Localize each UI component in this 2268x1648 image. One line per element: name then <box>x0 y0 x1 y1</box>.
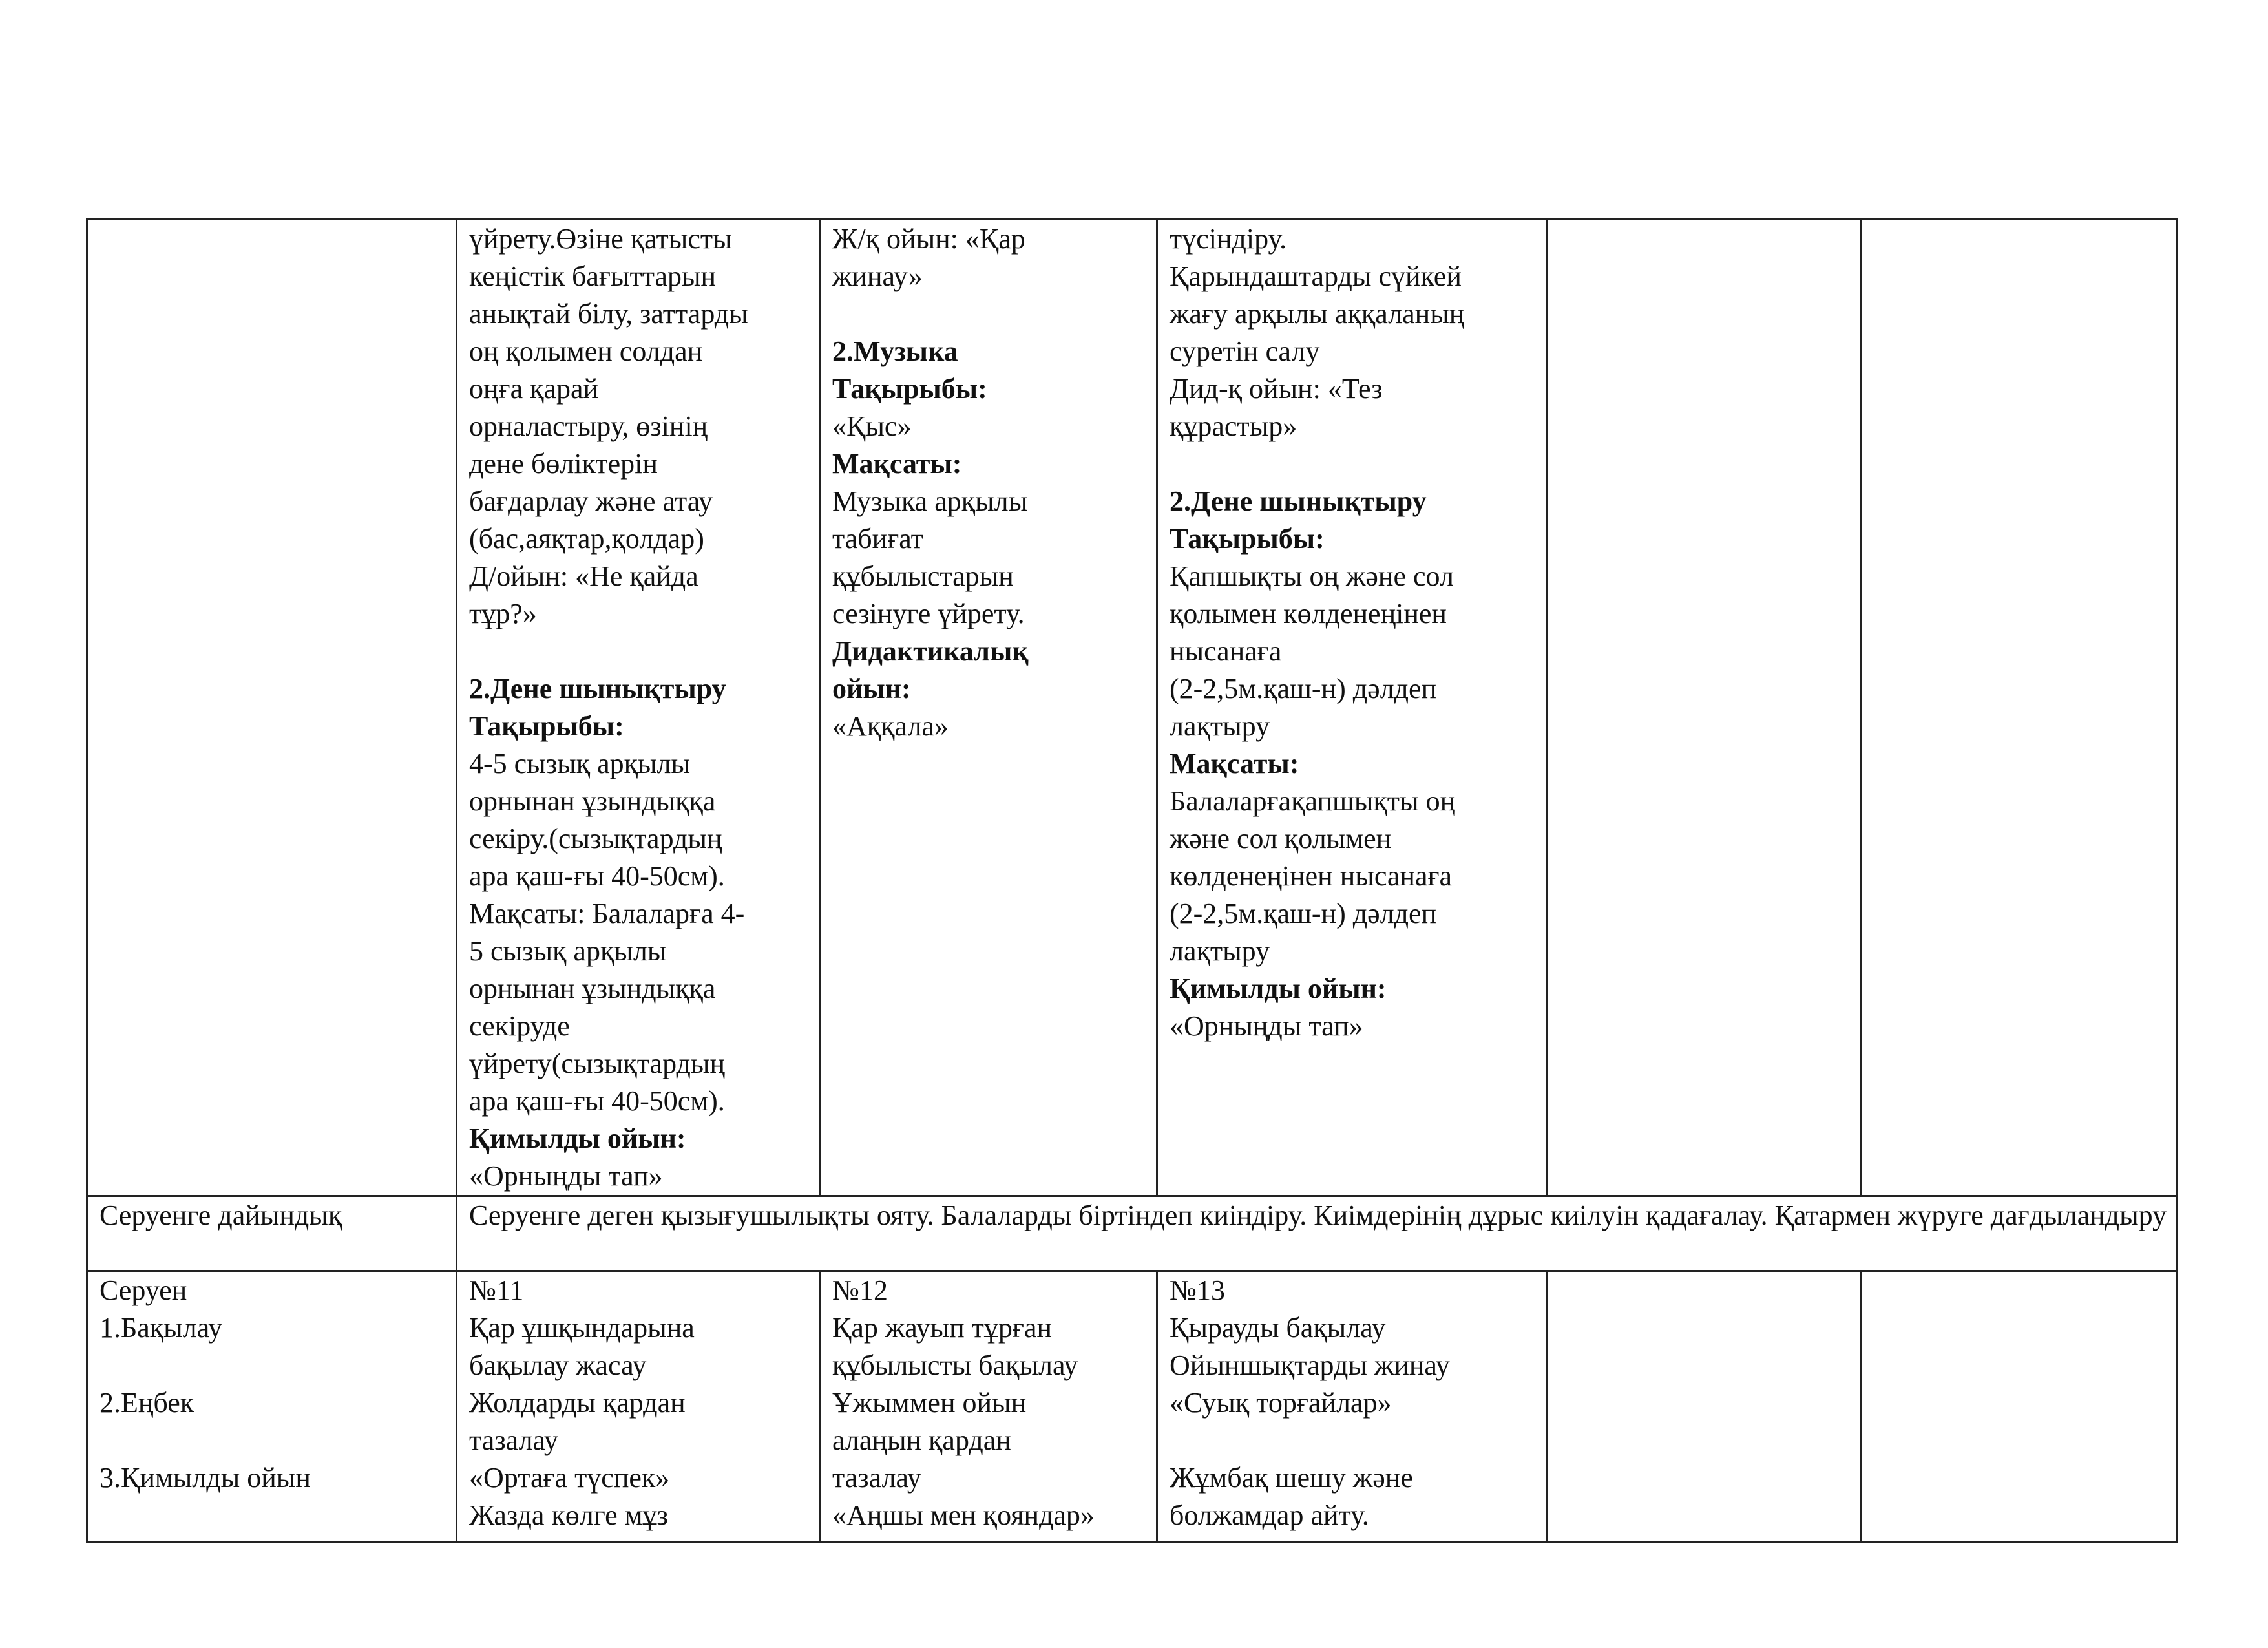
row-label-cell <box>87 220 457 1196</box>
text-line: нысанаға <box>1170 635 1282 667</box>
cell-lines <box>100 1272 449 1497</box>
text-line: «Орныңды тап» <box>469 1160 663 1192</box>
text-line: тазалау <box>832 1462 921 1494</box>
text-line: Қар жауып тұрған <box>832 1312 1053 1344</box>
text-line: ара қаш-ғы 40-50см). <box>469 860 725 892</box>
text-line: Мақсаты: <box>832 448 962 480</box>
text-line: «Аққала» <box>832 710 949 742</box>
text-line: 2.Дене шынықтыру <box>1170 485 1427 517</box>
text-line: табиғат <box>832 523 923 555</box>
text-line: Д/ойын: «Не қайда <box>469 560 698 592</box>
text-line: анықтай білу, заттарды <box>469 298 748 330</box>
text-line: алаңын қардан <box>832 1424 1011 1456</box>
text-line: үйрету(сызықтардың <box>469 1048 725 1079</box>
text-line: Музыка арқылы <box>832 485 1028 517</box>
text-line: дене бөліктерін <box>469 448 658 480</box>
activity-cell-col4 <box>1157 220 1548 1196</box>
walk-prep-label-text: Серуенге дайындық <box>100 1199 342 1231</box>
text-line: көлденеңінен нысанаға <box>1170 860 1453 892</box>
text-line: Тақырыбы: <box>1170 523 1325 555</box>
walk-cell-col3 <box>820 1271 1157 1542</box>
text-line: тазалау <box>469 1424 558 1456</box>
text-line: Жұмбақ шешу және <box>1170 1462 1413 1494</box>
text-line: Қарындаштарды сүйкей <box>1170 260 1462 292</box>
text-line: орналастыру, өзінің <box>469 410 708 442</box>
empty-cell-col5 <box>1548 220 1861 1196</box>
text-line: Балаларғақапшықты оң <box>1170 785 1456 817</box>
text-line: түсіндіру. <box>1170 223 1287 255</box>
text-line: ойын: <box>832 673 911 704</box>
text-line: Серуен <box>100 1274 187 1306</box>
text-line: оң қолымен солдан <box>469 335 703 367</box>
text-line: орнынан ұзындыққа <box>469 785 716 817</box>
text-line: Қимылды ойын: <box>469 1123 686 1154</box>
walk-cell-col4 <box>1157 1271 1548 1542</box>
text-line: тұр?» <box>469 598 537 629</box>
table-row-activities <box>87 220 2178 1196</box>
text-line: Қимылды ойын: <box>1170 973 1387 1004</box>
cell-lines <box>469 220 812 1195</box>
text-line: «Суық торғайлар» <box>1170 1387 1392 1419</box>
activity-cell-col2 <box>457 220 820 1196</box>
cell-lines <box>1170 220 1540 1045</box>
text-line: Қапшықты оң және сол <box>1170 560 1454 592</box>
blank-line <box>1170 1422 1540 1459</box>
text-line: 3.Қимылды ойын <box>100 1462 311 1494</box>
text-line: бақылау жасау <box>469 1349 647 1381</box>
text-line: үйрету.Өзіне қатысты <box>469 223 732 255</box>
text-line: Тақырыбы: <box>469 710 624 742</box>
text-line: Қырауды бақылау <box>1170 1312 1386 1344</box>
walk-prep-text: Серуенге деген қызығушылықты ояту. Балаларды біртіндеп киіндіру. Киімдерінің дұрыс киілуін қадағалау. Қатармен жүруге дағдыландыру <box>469 1199 2167 1231</box>
walk-prep-text-cell <box>457 1196 2178 1271</box>
text-line: (2-2,5м.қаш-н) дәлдеп <box>1170 673 1437 704</box>
blank-line <box>100 1422 449 1459</box>
text-line: «Ортаға түспек» <box>469 1462 670 1494</box>
empty-cell-col5 <box>1548 1271 1861 1542</box>
text-line: Дид-қ ойын: «Тез <box>1170 373 1383 405</box>
table-row-walk <box>87 1271 2178 1542</box>
empty-cell-col6 <box>1861 220 2178 1196</box>
text-line: №11 <box>469 1274 524 1306</box>
text-line: №13 <box>1170 1274 1225 1306</box>
text-line: жинау» <box>832 260 923 292</box>
text-line: ара қаш-ғы 40-50см). <box>469 1085 725 1117</box>
text-line: Ұжыммен ойын <box>832 1387 1027 1419</box>
cell-lines <box>832 1272 1150 1534</box>
text-line: орнынан ұзындыққа <box>469 973 716 1004</box>
text-line: секіруде <box>469 1010 570 1042</box>
blank-line <box>832 295 1150 333</box>
walk-prep-label <box>87 1196 457 1271</box>
text-line: «Орныңды тап» <box>1170 1010 1363 1042</box>
text-line: Дидактикалық <box>832 635 1029 667</box>
text-line: жағу арқылы аққаланың <box>1170 298 1465 330</box>
text-line: лақтыру <box>1170 710 1270 742</box>
text-line: және сол қолымен <box>1170 823 1392 854</box>
text-line: (2-2,5м.қаш-н) дәлдеп <box>1170 898 1437 929</box>
text-line: болжамдар айту. <box>1170 1499 1369 1531</box>
walk-label-cell <box>87 1271 457 1542</box>
text-line: құбылысты бақылау <box>832 1349 1078 1381</box>
text-line: Ж/қ ойын: «Қар <box>832 223 1025 255</box>
text-line: 1.Бақылау <box>100 1312 222 1344</box>
plan-table <box>86 218 2178 1543</box>
empty-cell-col6 <box>1861 1271 2178 1542</box>
text-line: Тақырыбы: <box>832 373 987 405</box>
text-line: Мақсаты: <box>1170 748 1299 779</box>
text-line: Қар ұшқындарына <box>469 1312 695 1344</box>
text-line: құбылыстарын <box>832 560 1014 592</box>
cell-lines <box>1170 1272 1540 1534</box>
text-line: №12 <box>832 1274 888 1306</box>
text-line: құрастыр» <box>1170 410 1297 442</box>
text-line: 5 сызық арқылы <box>469 935 667 967</box>
text-line: «Қыс» <box>832 410 912 442</box>
text-line: Ойыншықтарды жинау <box>1170 1349 1450 1381</box>
text-line: сезінуге үйрету. <box>832 598 1025 629</box>
text-line: лақтыру <box>1170 935 1270 967</box>
text-line: кеңістік бағыттарын <box>469 260 717 292</box>
blank-line <box>1170 445 1540 483</box>
cell-lines <box>469 1272 812 1534</box>
text-line: (бас,аяқтар,қолдар) <box>469 523 704 555</box>
text-line: Мақсаты: Балаларға 4- <box>469 898 745 929</box>
text-line: Жазда көлге мұз <box>469 1499 668 1531</box>
text-line: қолымен көлденеңінен <box>1170 598 1447 629</box>
text-line: бағдарлау және атау <box>469 485 713 517</box>
text-line: 2.Еңбек <box>100 1387 194 1419</box>
text-line: суретін салу <box>1170 335 1320 367</box>
cell-lines <box>832 220 1150 745</box>
walk-cell-col2 <box>457 1271 820 1542</box>
blank-line <box>469 633 812 670</box>
text-line: оңға қарай <box>469 373 599 405</box>
text-line: секіру.(сызықтардың <box>469 823 722 854</box>
text-line: 4-5 сызық арқылы <box>469 748 691 779</box>
table-row-walk-prep <box>87 1196 2178 1271</box>
activity-cell-col3 <box>820 220 1157 1196</box>
text-line: 2.Музыка <box>832 335 958 367</box>
text-line: Жолдарды қардан <box>469 1387 686 1419</box>
blank-line <box>100 1347 449 1384</box>
text-line: 2.Дене шынықтыру <box>469 673 726 704</box>
text-line: «Аңшы мен қояндар» <box>832 1499 1095 1531</box>
